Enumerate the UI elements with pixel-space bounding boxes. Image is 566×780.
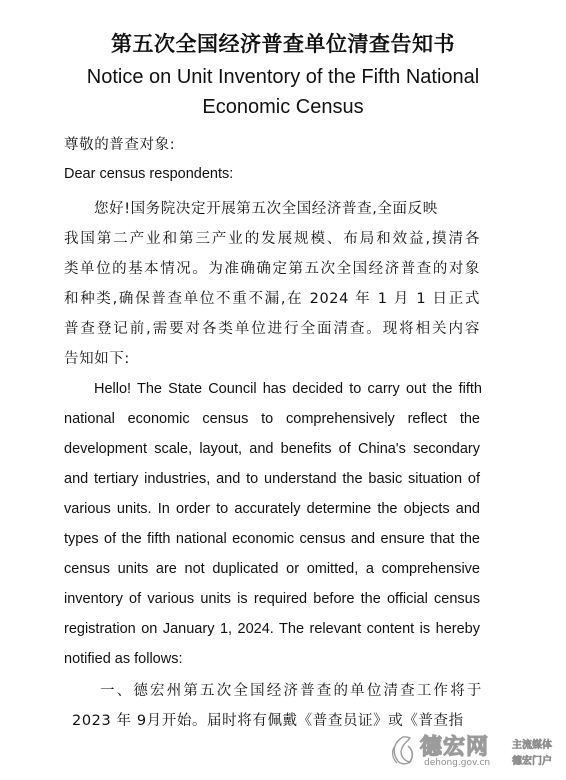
para1-en-line: national economic census to comprehensively reflect the [64,411,480,427]
para2-cn-line: 一、德宏州第五次全国经济普查的单位清查工作将于 [100,683,482,699]
para1-cn-line: 告知如下: [64,351,130,367]
document-title-english-line-2: Economic Census [202,96,364,118]
watermark-tag-2: 德宏门户 [512,756,552,767]
para1-cn-line: 普查登记前,需要对各类单位进行全面清查。现将相关内容 [64,321,480,337]
document-title-english [40,62,526,122]
dehong-watermark [386,730,562,774]
watermark-url: dehong.gov.cn [424,758,491,768]
para1-cn-line: 类单位的基本情况。为准确确定第五次全国经济普查的对象 [64,261,480,277]
para1-en-line: Hello! The State Council has decided to carry out the fifth [94,381,482,397]
salutation-chinese: 尊敬的普查对象: [64,137,176,153]
watermark-site-name: 德宏网 [420,735,490,760]
para1-en-line: types of the fifth national economic census and ensure that the [64,531,480,547]
para1-en-line: notified as follows: [64,651,183,667]
para2-cn-line: 2023 年 9月开始。届时将有佩戴《普查员证》或《普查指 [72,713,464,729]
para1-en-line: registration on January 1, 2024. The relevant content is hereby [64,621,480,637]
watermark-tag-1: 主流媒体 [512,740,552,751]
para1-cn-line: 您好!国务院决定开展第五次全国经济普查,全面反映 [94,201,438,217]
para1-cn-line: 我国第二产业和第三产业的发展规模、布局和效益,摸清各 [64,231,480,247]
para1-en-line: census units are not duplicated or omitted, a comprehensive [64,561,480,577]
document-title-english-line-1: Notice on Unit Inventory of the Fifth National [86,66,480,88]
para1-cn-line: 和种类,确保普查单位不重不漏,在 2024 年 1 月 1 日正式 [64,291,480,307]
document-title-chinese: 第五次全国经济普查单位清查告知书 [111,31,455,56]
salutation-english: Dear census respondents: [64,166,234,182]
para1-en-line: and tertiary industries, and to understand the basic situation of [64,471,480,487]
flame-swirl-icon [386,734,420,768]
para1-en-line: inventory of various units is required before the official census [64,591,480,607]
para1-en-line: various units. In order to accurately determine the objects and [64,501,480,517]
para1-en-line: development scale, layout, and benefits of China's secondary [64,441,480,457]
